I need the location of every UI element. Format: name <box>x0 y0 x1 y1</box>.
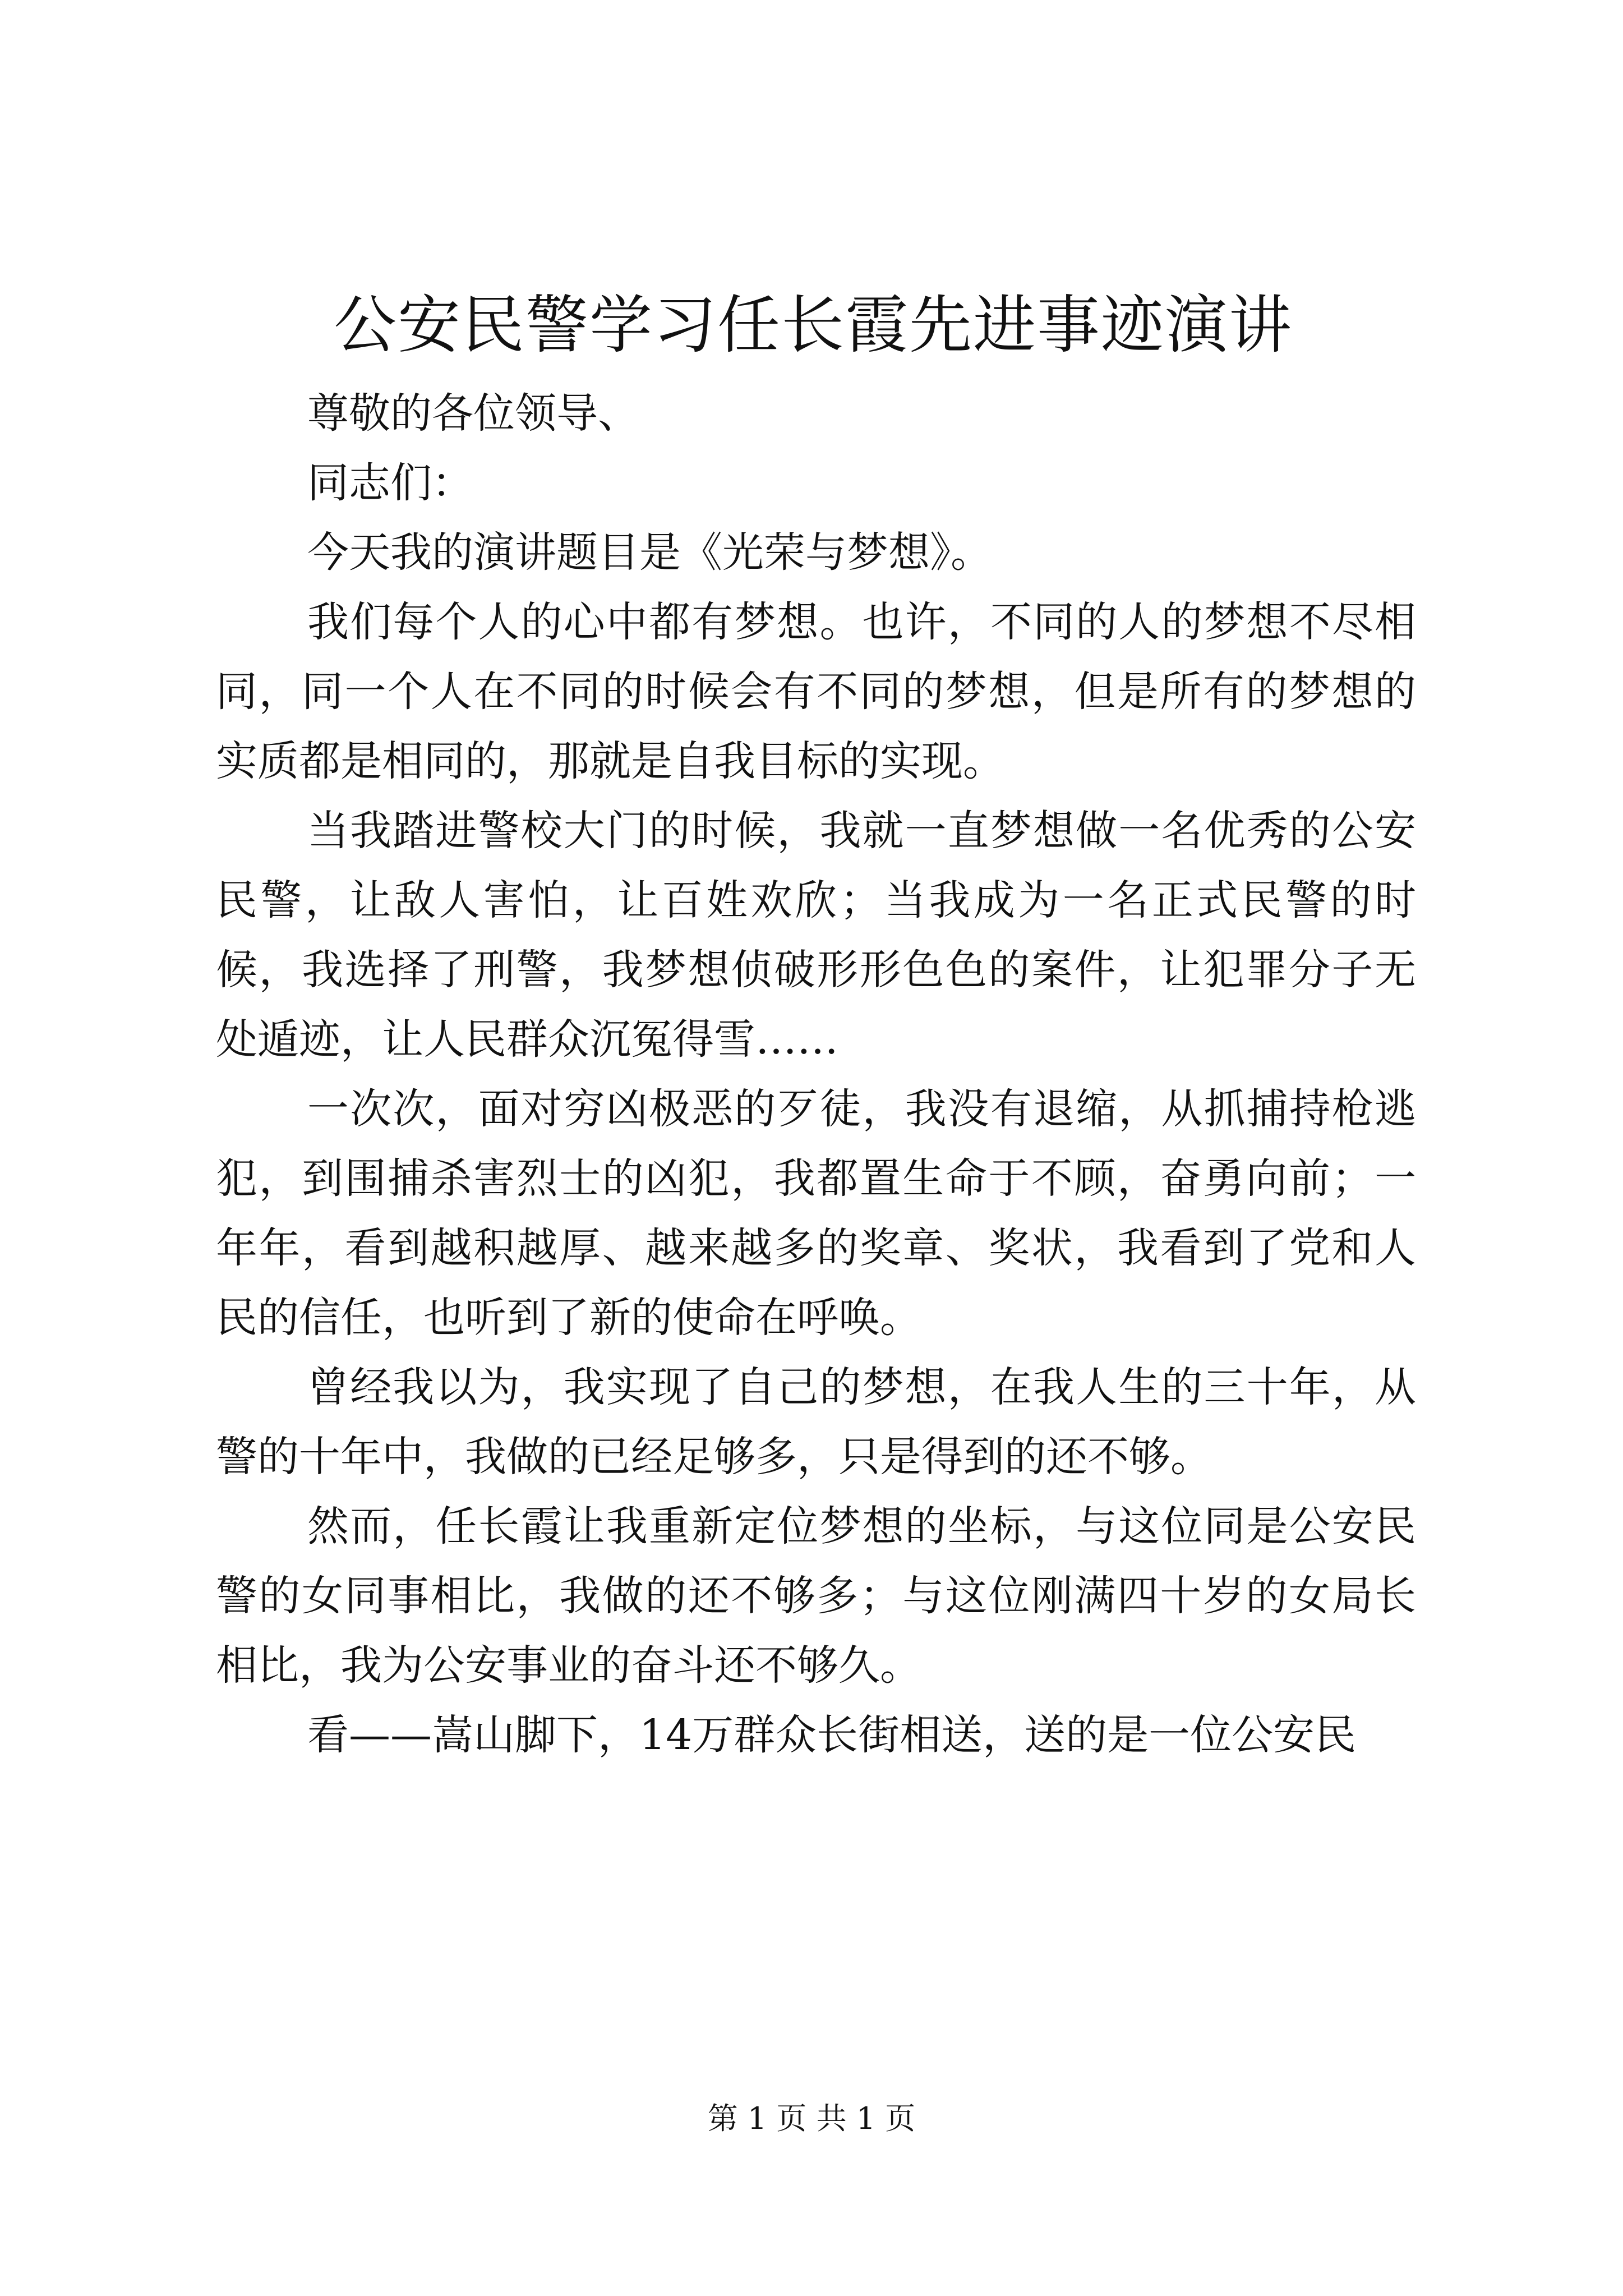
paragraph-greeting: 同志们： <box>307 459 473 507</box>
document-body <box>216 379 1416 1770</box>
page-number-footer: 第 1 页 共 1 页 <box>707 2101 916 2136</box>
paragraph: 一次次，面对穷凶极恶的歹徒，我没有退缩，从抓捕持枪逃犯，到围捕杀害烈士的凶犯，我都置生命于不顾，奋勇向前；一年年，看到越积越厚、越来越多的奖章、奖状，我看到了党和人民的信任，也听到了新的使命在呼唤。 <box>216 1085 1416 1342</box>
paragraph: 然而，任长霞让我重新定位梦想的坐标，与这位同是公安民警的女同事相比，我做的还不够多；与这位刚满四十岁的女局长相比，我为公安事业的奋斗还不够久。 <box>216 1502 1416 1690</box>
paragraph: 当我踏进警校大门的时候，我就一直梦想做一名优秀的公安民警，让敌人害怕，让百姓欢欣；当我成为一名正式民警的时候，我选择了刑警，我梦想侦破形形色色的案件，让犯罪分子无处遁迹，让人民群众沉冤得雪…… <box>216 807 1416 1064</box>
paragraph: 看——嵩山脚下，14万群众长街相送，送的是一位公安民 <box>307 1711 1357 1759</box>
paragraph: 我们每个人的心中都有梦想。也许，不同的人的梦想不尽相同，同一个人在不同的时候会有不同的梦想，但是所有的梦想的实质都是相同的，那就是自我目标的实现。 <box>216 598 1416 785</box>
paragraph-topic: 今天我的演讲题目是《光荣与梦想》。 <box>307 528 992 577</box>
document-title: 公安民警学习任长霞先进事迹演讲 <box>334 289 1293 362</box>
paragraph-salutation: 尊敬的各位领导、 <box>307 389 639 438</box>
paragraph: 曾经我以为，我实现了自己的梦想，在我人生的三十年，从警的十年中，我做的已经足够多，只是得到的还不够。 <box>216 1363 1416 1481</box>
